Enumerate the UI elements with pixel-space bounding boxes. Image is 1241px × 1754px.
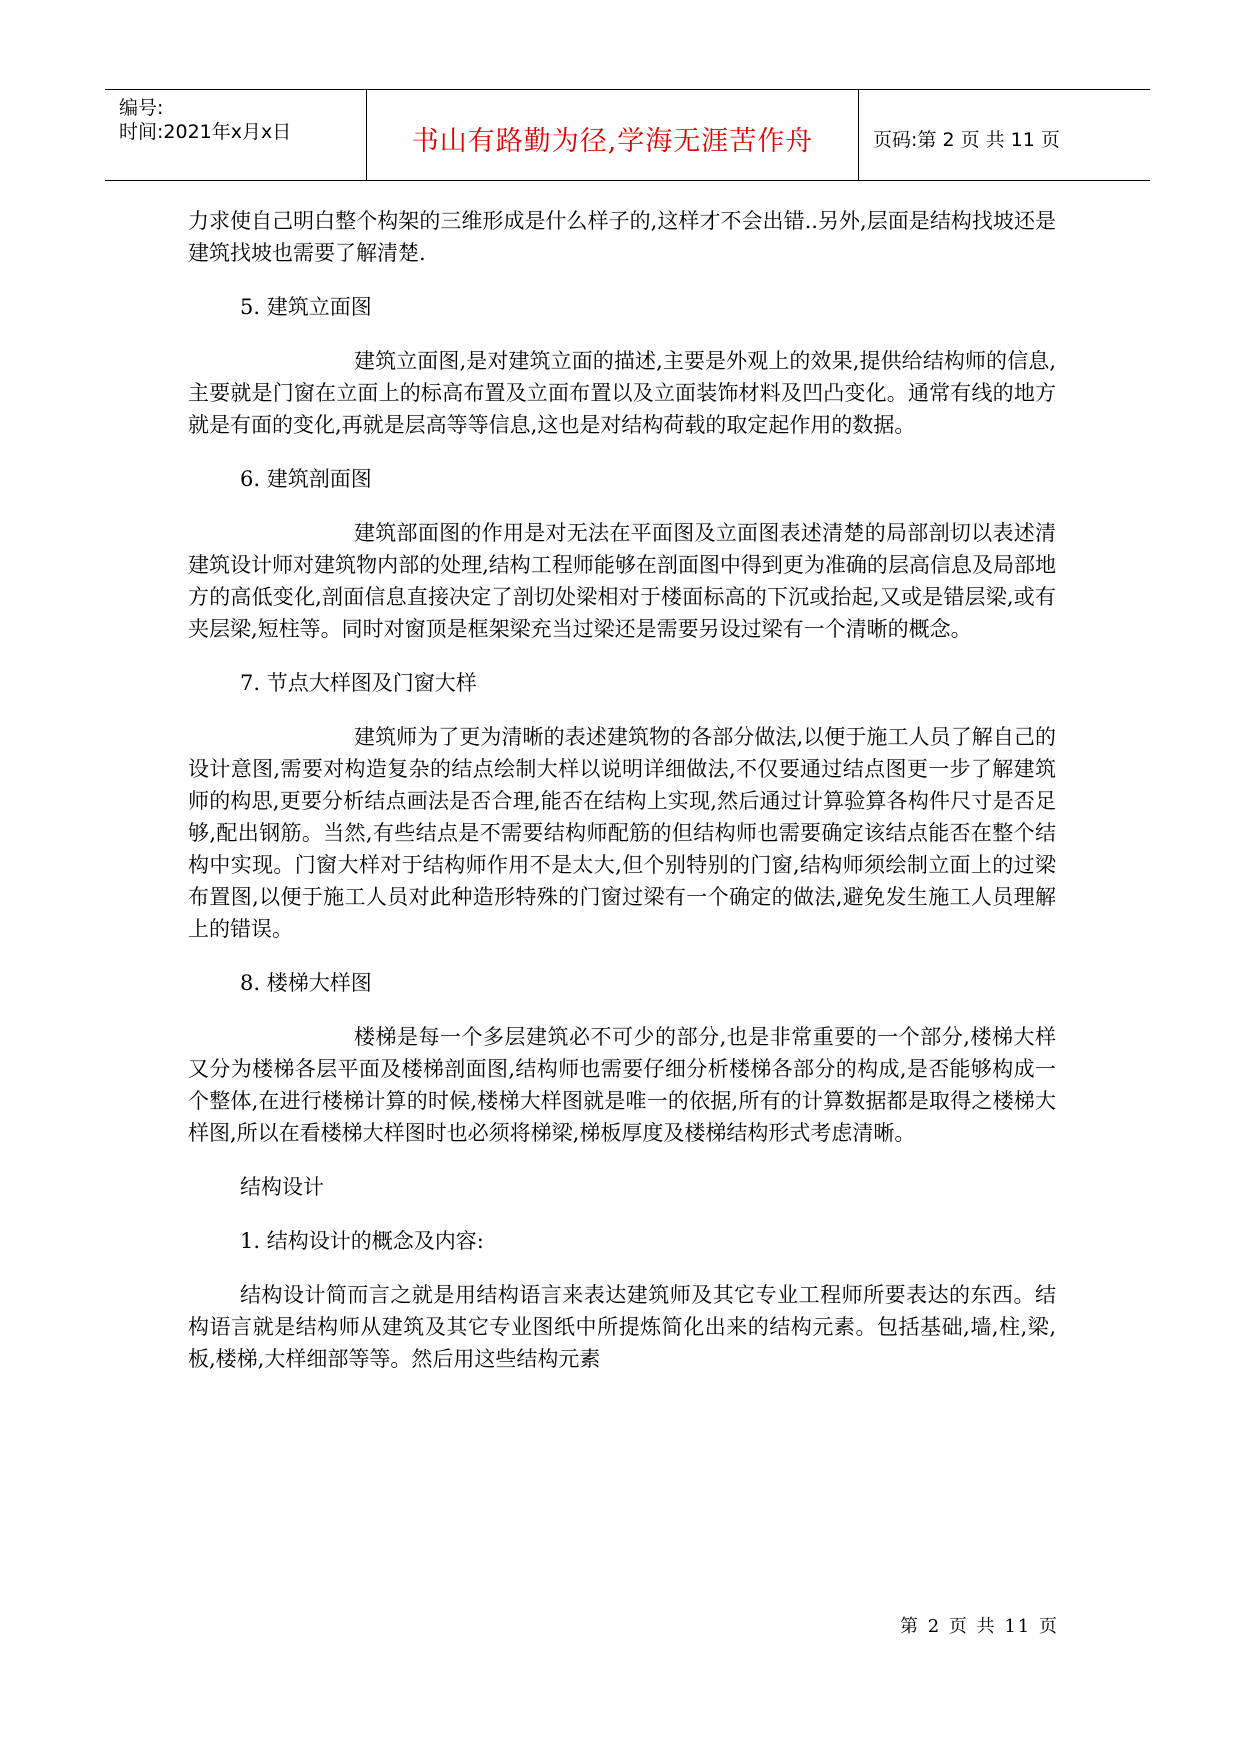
- structure-design-heading: 结构设计: [240, 1175, 324, 1199]
- section-paragraph-8: 楼梯是每一个多层建筑必不可少的部分,也是非常重要的一个部分,楼梯大样又分为楼梯各层平面及楼梯剖面图,结构师也需要仔细分析楼梯各部分的构成,是否能够构成一个整体,在进行楼梯计算的时候,楼梯大样图就是唯一的依据,所有的计算数据都是取得之楼梯大样图,所以在看楼梯大样图时也必须将梯梁,梯板厚度及楼梯结构形式考虑清晰。: [188, 1025, 1056, 1145]
- header-middle-cell: [367, 90, 859, 180]
- section-heading-7: 7. 节点大样图及门窗大样: [240, 671, 477, 695]
- section-paragraph-6: 建筑部面图的作用是对无法在平面图及立面图表述清楚的局部剖切以表述清建筑设计师对建筑物内部的处理,结构工程师能够在剖面图中得到更为准确的层高信息及局部地方的高低变化,剖面信息直接决定了剖切处梁相对于楼面标高的下沉或抬起,又或是错层梁,或有夹层梁,短柱等。同时对窗顶是框架梁充当过梁还是需要另设过梁有一个清晰的概念。: [188, 521, 1056, 641]
- section-paragraph-7: 建筑师为了更为清晰的表述建筑物的各部分做法,以便于施工人员了解自己的设计意图,需要对构造复杂的结点绘制大样以说明详细做法,不仅要通过结点图更一步了解建筑师的构思,更要分析结点画法是否合理,能否在结构上实现,然后通过计算验算各构件尺寸是否足够,配出钢筋。当然,有些结点是不需要结构师配筋的但结构师也需要确定该结点能否在整个结构中实现。门窗大样对于结构师作用不是太大,但个别特别的门窗,结构师须绘制立面上的过梁布置图,以便于施工人员对此种造形特殊的门窗过梁有一个确定的做法,避免发生施工人员理解上的错误。: [188, 725, 1056, 941]
- number-label: 编号:: [119, 97, 164, 119]
- document-body: [188, 205, 1056, 1375]
- section-paragraph-5: 建筑立面图,是对建筑立面的描述,主要是外观上的效果,提供给结构师的信息,主要就是门窗在立面上的标高布置及立面布置以及立面装饰材料及凹凸变化。通常有线的地方就是有面的变化,再就是层高等等信息,这也是对结构荷载的取定起作用的数据。: [188, 349, 1056, 437]
- structure-design-subheading: 1. 结构设计的概念及内容:: [240, 1229, 484, 1253]
- header-left-cell: [105, 90, 367, 180]
- header-right-cell: [859, 90, 1150, 180]
- page-header: [105, 89, 1150, 181]
- section-heading-5: 5. 建筑立面图: [240, 295, 372, 319]
- header-motto: 书山有路勤为径,学海无涯苦作舟: [411, 126, 814, 157]
- intro-paragraph: 力求使自己明白整个构架的三维形成是什么样子的,这样才不会出错..另外,层面是结构找坡还是建筑找坡也需要了解清楚.: [188, 209, 1056, 265]
- time-label: 时间:2021年x月x日: [119, 121, 292, 143]
- page-footer: 第 2 页 共 11 页: [900, 1616, 1059, 1637]
- section-heading-6: 6. 建筑剖面图: [240, 467, 372, 491]
- structure-design-paragraph: 结构设计简而言之就是用结构语言来表达建筑师及其它专业工程师所要表达的东西。结构语言就是结构师从建筑及其它专业图纸中所提炼简化出来的结构元素。包括基础,墙,柱,梁,板,楼梯,大样细部等等。然后用这些结构元素: [188, 1283, 1056, 1371]
- section-heading-8: 8. 楼梯大样图: [240, 971, 372, 995]
- header-page-info: 页码:第 2 页 共 11 页: [873, 129, 1060, 151]
